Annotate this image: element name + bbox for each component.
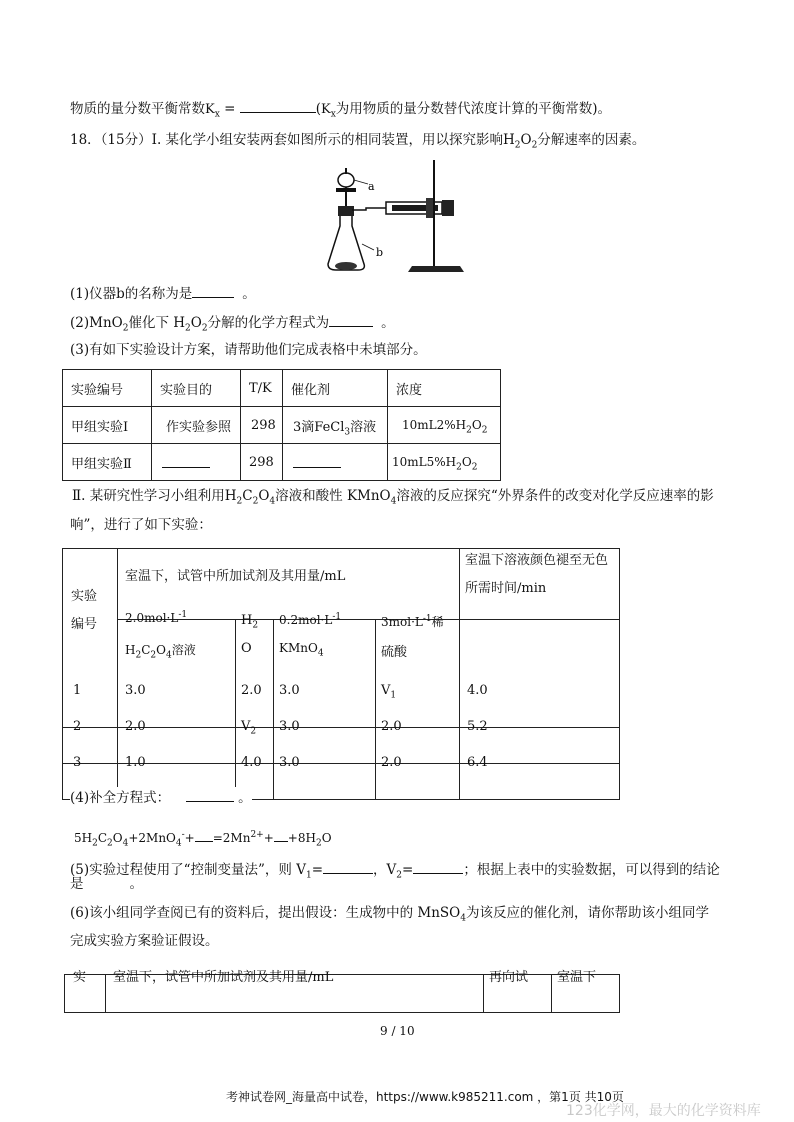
- subheader-kmno4: $0.2mol\cdot L^{-1}$: [279, 612, 342, 627]
- sub-question-2: (2)MnO$_2$催化下 $H_2O_2$分解的化学方程式为 。: [70, 312, 395, 333]
- row-1-time: 4.0: [467, 683, 488, 698]
- subheader-h2c2o4: $2.0mol\cdot L^{-1}$: [125, 610, 188, 625]
- header-group: 室温下，试管中所加试剂及其用量/mL: [125, 569, 346, 584]
- cell: 298: [241, 407, 283, 444]
- cell: 298: [241, 444, 283, 481]
- experiment-table: [62, 548, 620, 800]
- sub-question-5-line-2: 是 。: [70, 876, 143, 892]
- cell: [283, 444, 388, 481]
- subheader-kmno4-name: KMnO$_4$: [279, 641, 324, 659]
- part-2-line-1: Ⅱ. 某研究性学习小组利用$H_2C_2O_4$溶液和酸性 KMnO$_4$溶液的反应探究“外界条件的改变对化学反应速率的影: [72, 488, 714, 507]
- cell: 甲组实验Ⅱ: [63, 444, 152, 481]
- watermark: 123化学网，最大的化学资料库: [566, 1103, 761, 1119]
- row-1-c1: 3.0: [125, 683, 146, 698]
- cell: 3滴FeCl$_3$溶液: [283, 407, 388, 444]
- sub-question-6: (6)该小组同学查阅已有的资料后，提出假设：生成物中的 MnSO$_4$为该反应的催化剂，请你帮助该小组同学: [70, 905, 709, 924]
- sub-question-1: (1)仪器b的名称为是 。: [70, 283, 256, 304]
- row-1-c3: 3.0: [279, 683, 300, 698]
- subheader-water-o: O: [241, 641, 252, 656]
- apparatus-figure: [322, 158, 468, 276]
- row-3-c1: 1.0: [125, 755, 146, 770]
- verification-table: [64, 970, 620, 1013]
- answer-blank: [329, 312, 373, 327]
- answer-blank: [274, 831, 288, 842]
- answer-blank: [413, 845, 463, 874]
- answer-blank: [240, 98, 316, 113]
- sub-question-6-line-2: 完成实验方案验证假设。: [70, 933, 219, 949]
- answer-blank: [192, 283, 234, 298]
- row-1-c4: $V_1$: [381, 683, 397, 701]
- header-cell: 实验目的: [152, 370, 241, 407]
- row-2-c4: 2.0: [381, 719, 402, 734]
- subheader-h2c2o4-name: $H_2C_2O_4$溶液: [125, 643, 196, 661]
- sub-question-5: (5)实验过程使用了“控制变量法”，则 $V_1=$ ，$V_2=$ ；根据上表中的实验数据，可以得到的结论: [70, 845, 720, 880]
- subheader-acid: $3mol\cdot L^{-1}$稀: [381, 614, 444, 629]
- label-a: a: [368, 180, 375, 193]
- header-cell: 催化剂: [283, 370, 388, 407]
- row-3-time: 6.4: [467, 755, 488, 770]
- row-3-c3: 3.0: [279, 755, 300, 770]
- sub-question-4: (4)补全方程式： 。: [70, 787, 252, 808]
- page-number: 9 / 10: [380, 1024, 415, 1038]
- answer-blank: [186, 787, 234, 802]
- equation: $5H_2C_2O_4+2MnO_4^-+ =2Mn^{2+}+ +8H_2O$: [74, 830, 332, 849]
- header-id: 实验 编号: [71, 589, 98, 632]
- row-2-c2: $V_2$: [241, 719, 257, 737]
- table-row: [63, 407, 501, 444]
- cell: 作实验参照: [152, 407, 241, 444]
- header-cell: 浓度: [388, 370, 501, 407]
- answer-blank: [162, 453, 210, 468]
- row-2-time: 5.2: [467, 719, 488, 734]
- t3-col-3: 再向试: [489, 970, 529, 985]
- answer-blank: [323, 845, 373, 874]
- header-cell: 实验编号: [63, 370, 152, 407]
- t3-col-2: 室温下，试管中所加试剂及其用量/mL: [113, 970, 334, 985]
- t3-col-4: 室温下: [557, 970, 597, 985]
- subheader-acid-name: 硫酸: [381, 645, 408, 660]
- row-1-id: 1: [73, 683, 82, 698]
- header-time: 室温下溶液颜色褪至无色所需时间/min: [465, 553, 609, 596]
- question-18-title: 18．（15分）Ⅰ. 某化学小组安装两套如图所示的相同装置，用以探究影响$H_2O_2$分解速率的因素。: [70, 132, 646, 151]
- row-3-c2: 4.0: [241, 755, 262, 770]
- cell: 甲组实验Ⅰ: [63, 407, 152, 444]
- t3-col-1: 实: [73, 970, 87, 985]
- row-3-id: 3: [73, 755, 82, 770]
- design-table: [62, 369, 501, 481]
- row-2-c3: 3.0: [279, 719, 300, 734]
- label-b: b: [376, 246, 384, 259]
- cell: $10mL2\%H_2O_2$: [388, 407, 501, 444]
- row-2-id: 2: [73, 719, 82, 734]
- subheader-water: $H_2$: [241, 613, 259, 631]
- header-cell: T/K: [241, 370, 283, 407]
- answer-blank: [195, 831, 213, 842]
- cell: [152, 444, 241, 481]
- sub-question-3: (3)有如下实验设计方案，请帮助他们完成表格中未填部分。: [70, 342, 427, 358]
- part-2-line-2: 响”，进行了如下实验：: [70, 517, 212, 533]
- row-2-c1: 2.0: [125, 719, 146, 734]
- table-row: [63, 444, 501, 481]
- intro-line: 物质的量分数平衡常数$K_x = (K_x$为用物质的量分数替代浓度计算的平衡常数)。: [70, 98, 611, 120]
- cell: $10mL5\%H_2O_2$: [388, 444, 501, 481]
- row-1-c2: 2.0: [241, 683, 262, 698]
- answer-blank: [293, 453, 341, 468]
- page-footer: 考神试卷网_海量高中试卷，https://www.k985211.com ，第1页 共10页: [226, 1090, 624, 1104]
- row-3-c4: 2.0: [381, 755, 402, 770]
- table-row: [63, 370, 501, 407]
